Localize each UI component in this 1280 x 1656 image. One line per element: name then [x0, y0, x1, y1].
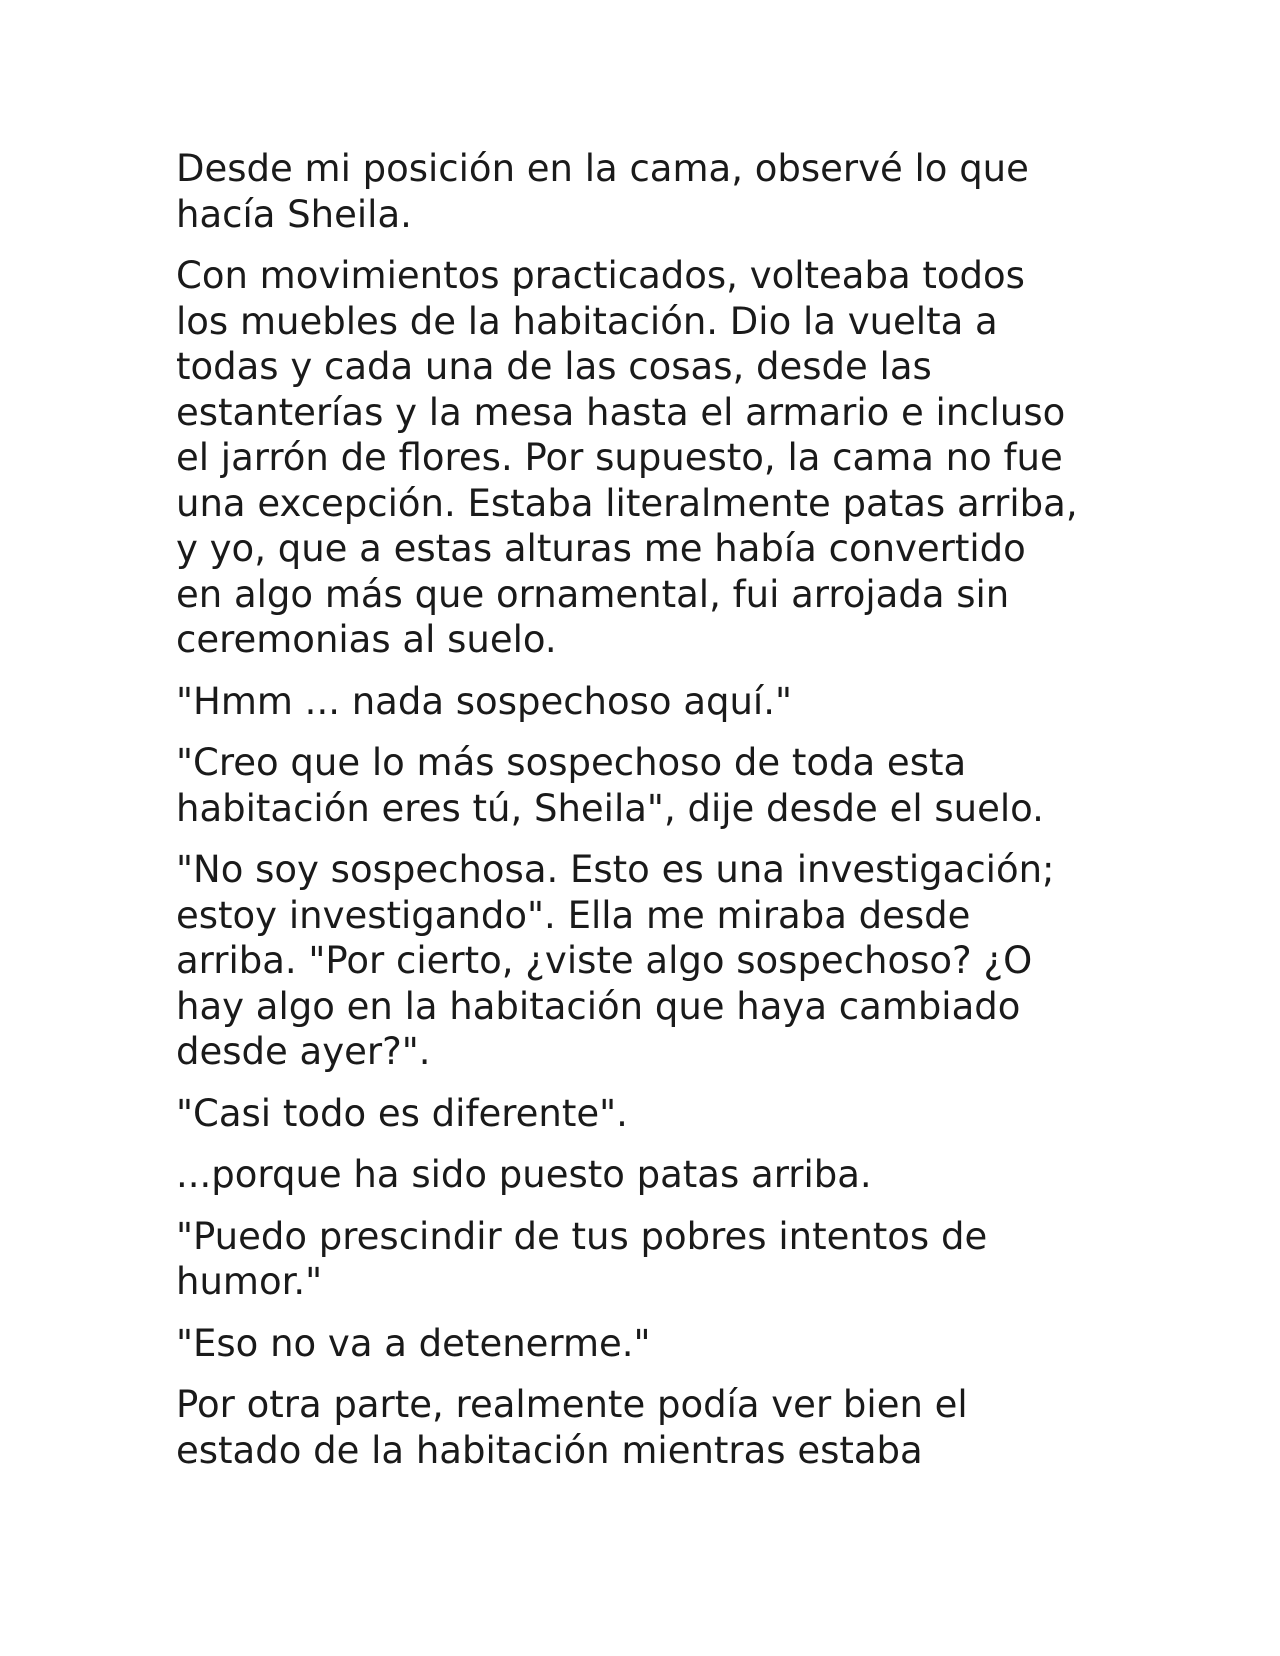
- text-line: hacía Sheila.: [176, 192, 412, 236]
- text-line: y yo, que a estas alturas me había convertido: [176, 527, 1026, 570]
- text-line: Desde mi posición en la cama, observé lo que: [176, 147, 1029, 190]
- paragraph-9: [176, 1321, 1116, 1367]
- text-line: ...porque ha sido puesto patas arriba.: [176, 1153, 872, 1196]
- text-line: "Hmm ... nada sospechoso aquí.": [176, 679, 792, 723]
- text-line: desde ayer?".: [176, 1030, 431, 1073]
- text-line: todas y cada una de las cosas, desde las: [176, 345, 932, 388]
- text-line: "Casi todo es diferente".: [176, 1091, 628, 1135]
- text-line: el jarrón de flores. Por supuesto, la cama no fue: [176, 436, 1063, 479]
- text-line: "Creo que lo más sospechoso de toda esta: [176, 741, 967, 784]
- text-line: arriba. "Por cierto, ¿viste algo sospechoso? ¿O: [176, 939, 1033, 982]
- paragraph-6: [176, 1091, 1116, 1137]
- text-line: habitación eres tú, Sheila", dije desde el suelo.: [176, 786, 1044, 830]
- paragraph-3: [176, 679, 1116, 725]
- paragraph-5: [176, 847, 1116, 1075]
- paragraph-4: [176, 740, 1116, 831]
- text-line: "Puedo prescindir de tus pobres intentos de: [176, 1214, 988, 1258]
- text-line: humor.": [176, 1260, 323, 1303]
- text-line: "Eso no va a detenerme.": [176, 1321, 651, 1365]
- paragraph-8: [176, 1214, 1116, 1305]
- text-line: estanterías y la mesa hasta el armario e incluso: [176, 390, 1066, 434]
- text-line: "No soy sospechosa. Esto es una investigación;: [176, 848, 1055, 891]
- paragraph-7: [176, 1152, 1116, 1198]
- text-line: hay algo en la habitación que haya cambiado: [176, 984, 1021, 1028]
- paragraph-2: [176, 253, 1116, 663]
- text-line: estado de la habitación mientras estaba: [176, 1428, 923, 1472]
- text-line: una excepción. Estaba literalmente patas arriba,: [176, 481, 1078, 525]
- text-line: ceremonias al suelo.: [176, 618, 557, 661]
- paragraph-1: [176, 146, 1116, 237]
- text-line: Por otra parte, realmente podía ver bien el: [176, 1383, 968, 1426]
- text-line: Con movimientos practicados, volteaba todos: [176, 254, 1025, 297]
- text-line: los muebles de la habitación. Dio la vuelta a: [176, 299, 998, 343]
- text-line: estoy investigando". Ella me miraba desde: [176, 893, 971, 937]
- text-line: en algo más que ornamental, fui arrojada sin: [176, 572, 1010, 616]
- story-text: [176, 146, 1116, 1489]
- paragraph-10: [176, 1382, 1116, 1473]
